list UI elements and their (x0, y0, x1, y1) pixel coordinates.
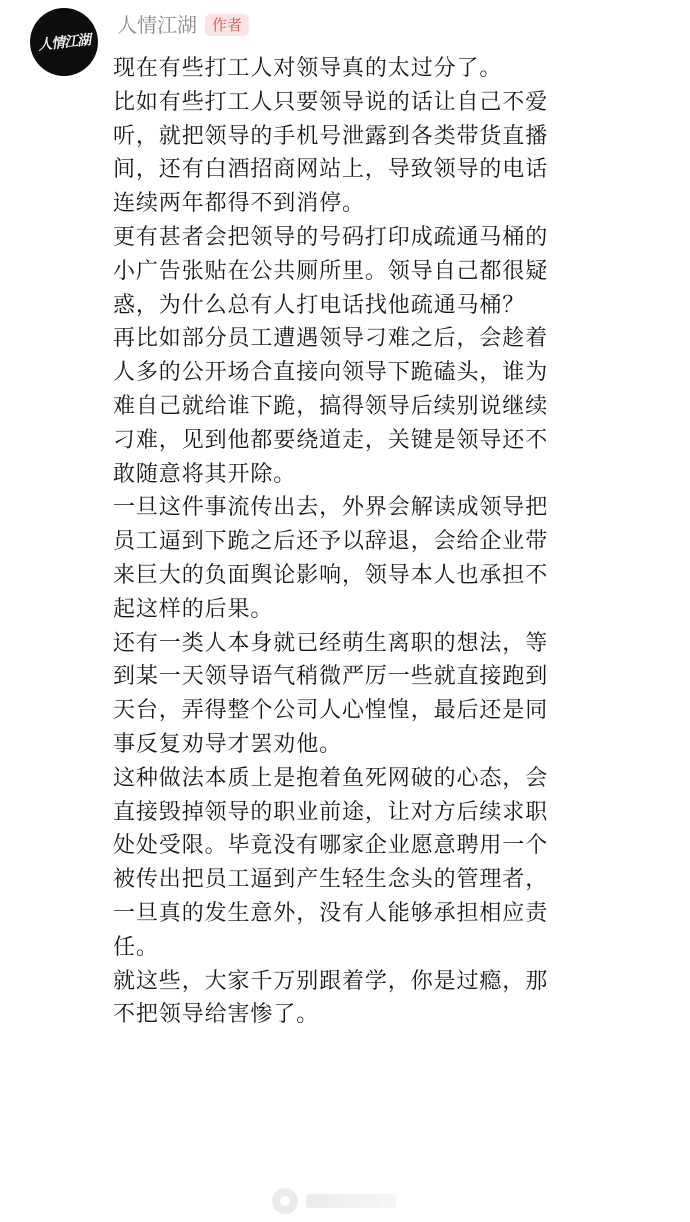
author-badge: 作者 (205, 14, 249, 36)
post-paragraph: 还有一类人本身就已经萌生离职的想法，等 到某一天领导语气稍微严厉一些就直接跑到 天台，弄得整个公司人心惶惶，最后还是同 事反复劝导才罢劝他。 (113, 630, 549, 757)
post-content (113, 52, 681, 1032)
author-name[interactable]: 人情江湖 (117, 13, 197, 37)
watermark-text-bar (306, 1194, 396, 1208)
avatar-logo-text: 人情江湖 (37, 32, 91, 54)
post-paragraph: 比如有些打工人只要领导说的话让自己不爱 听，就把领导的手机号泄露到各类带货直播 间，还有白酒招商网站上，导致领导的电话 连续两年都得不到消停。 (113, 89, 549, 217)
author-row (117, 10, 249, 40)
post-paragraph: 一旦这件事流传出去，外界会解读成领导把 员工逼到下跪之后还予以辞退，会给企业带 来巨大的负面舆论影响，领导本人也承担不 起这样的后果。 (113, 495, 549, 622)
post-paragraph: 更有甚者会把领导的号码打印成疏通马桶的 小广告张贴在公共厕所里。领导自己都很疑 惑，为什么总有人打电话找他疏通马桶？ (113, 224, 549, 318)
avatar[interactable] (30, 8, 98, 76)
post-paragraph: 这种做法本质上是抱着鱼死网破的心态，会 直接毁掉领导的职业前途，让对方后续求职 处处受限。毕竟没有哪家企业愿意聘用一个 被传出把员工逼到产生轻生念头的管理者， 一旦真的发生意外，没有人能够承担相应责 任。 (113, 765, 549, 960)
post-paragraph: 就这些，大家千万别跟着学，你是过瘾，那 不把领导给害惨了。 (113, 968, 549, 1028)
post-paragraph: 再比如部分员工遭遇领导刁难之后，会趁着 人多的公开场合直接向领导下跪磕头，谁为 难自己就给谁下跪，搞得领导后续别说继续 刁难，见到他都要绕道走，关键是领导还不 敢随意将其开除。 (113, 326, 549, 487)
watermark (272, 1184, 422, 1218)
watermark-logo-icon (272, 1188, 298, 1214)
post-paragraph: 现在有些打工人对领导真的太过分了。 (113, 56, 503, 81)
